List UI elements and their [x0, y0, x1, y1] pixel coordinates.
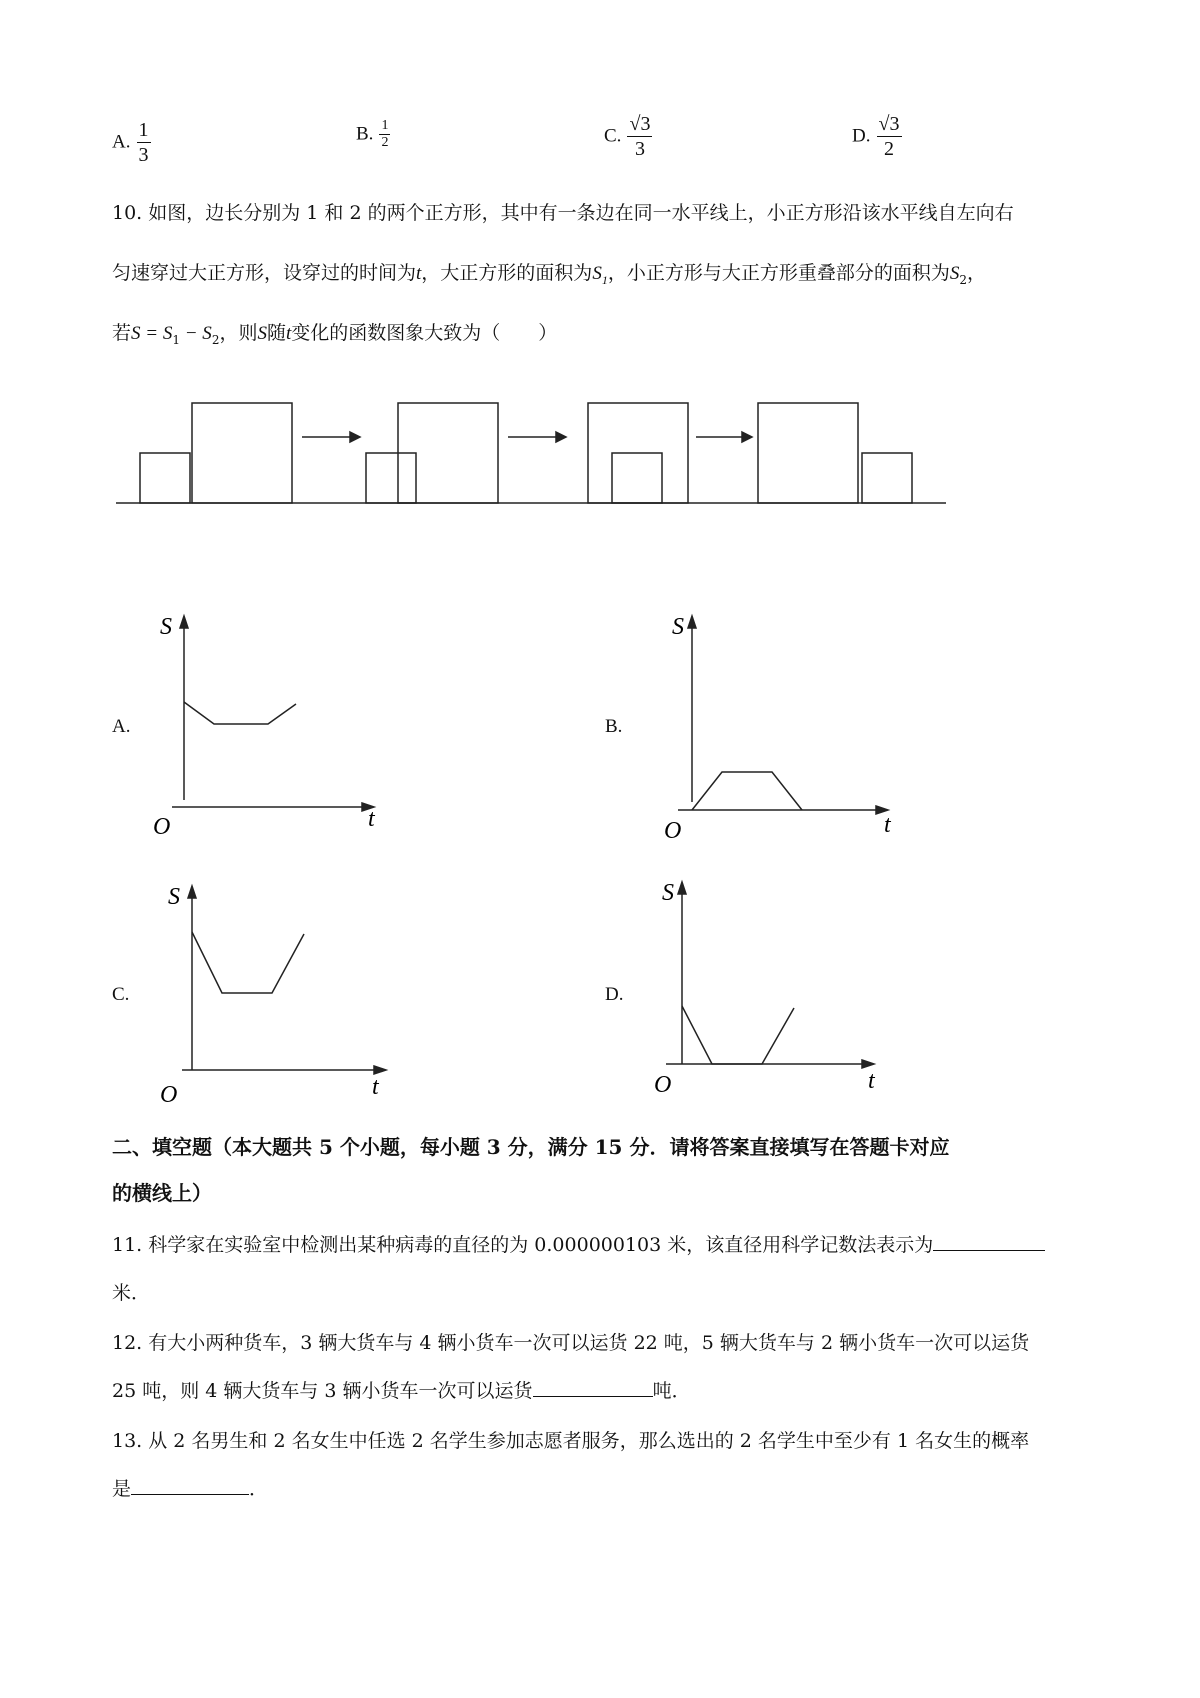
q13-line1: 13. 从 2 名男生和 2 名女生中任选 2 名学生参加志愿者服务，那么选出的 2 名学生中至少有 1 名女生的概率 — [112, 1430, 1030, 1452]
curve — [682, 1006, 794, 1064]
origin-label: O — [153, 814, 171, 840]
arrow-head — [556, 432, 566, 442]
q12-line2: 25 吨，则 4 辆大货车与 3 辆小货车一次可以运货 吨． — [112, 1380, 691, 1402]
q9-option-c — [604, 112, 652, 161]
graph-option-d-label: D. — [605, 984, 624, 1005]
curve — [692, 772, 802, 810]
section-heading: 二、填空题（本大题共 5 个小题，每小题 3 分，满分 15 分．请将答案直接填写在答题卡对应 — [112, 1135, 950, 1159]
axis-y-label: S — [168, 884, 180, 910]
q11-line2: 米． — [112, 1282, 151, 1304]
q10-line2: 匀速穿过大正方形，设穿过的时间为t，大正方形的面积为$S_1$，小正方形与大正方形重叠部分的面积为$S_2$， — [112, 262, 986, 287]
arrow-head — [350, 432, 360, 442]
answer-blank[interactable] — [533, 1378, 653, 1397]
small-square — [140, 453, 190, 503]
axis-x-label: t — [368, 806, 375, 832]
q13-line2: 是 ． — [112, 1478, 269, 1500]
option-label: B. — [356, 123, 374, 145]
section-heading-cont: 的横线上） — [112, 1181, 212, 1205]
y-axis-arrow — [188, 886, 196, 898]
squares-diagram — [110, 395, 950, 505]
fraction: $\frac{1}{2}$ — [381, 118, 389, 150]
y-axis-arrow — [678, 882, 686, 894]
fraction: $\frac{√3}{2}$ — [878, 113, 900, 160]
origin-label: O — [664, 818, 682, 844]
small-square — [862, 453, 912, 503]
y-axis-arrow — [688, 616, 696, 628]
small-square — [366, 453, 416, 503]
q9-option-a — [112, 118, 151, 167]
graph-option-c-label: C. — [112, 984, 130, 1005]
y-axis-arrow — [180, 616, 188, 628]
graph-option-a — [150, 610, 380, 840]
arrow-head — [742, 432, 752, 442]
graph-option-a-label: A. — [112, 716, 131, 737]
q12-line1: 12. 有大小两种货车，3 辆大货车与 4 辆小货车一次可以运货 22 吨，5 辆大货车与 2 辆小货车一次可以运货 — [112, 1332, 1030, 1354]
x-axis-arrow — [374, 1066, 386, 1074]
q10-line3: 若$S = S_1 - S_2$，则S随t变化的函数图象大致为（ ） — [112, 322, 558, 347]
axis-x-label: t — [372, 1074, 379, 1100]
option-label: C. — [604, 125, 622, 147]
origin-label: O — [160, 1082, 178, 1108]
option-label: A. — [112, 131, 131, 153]
graph-option-d — [652, 878, 912, 1108]
axis-y-label: S — [160, 614, 172, 640]
axis-x-label: t — [884, 812, 891, 838]
x-axis-arrow — [862, 1060, 874, 1068]
q11-line1: 11. 科学家在实验室中检测出某种病毒的直径的为 0.000000103 米，该直径用科学记数法表示为 — [112, 1232, 1045, 1258]
q9-option-b — [356, 118, 390, 151]
large-square — [192, 403, 292, 503]
q10-line1: 10. 如图，边长分别为 1 和 2 的两个正方形，其中有一条边在同一水平线上，小正方形沿该水平线自左向右 — [112, 202, 1014, 224]
curve — [192, 932, 304, 993]
answer-blank[interactable] — [131, 1476, 249, 1495]
graph-option-b-label: B. — [605, 716, 623, 737]
fraction: $\frac{√3}{3}$ — [629, 113, 651, 160]
axis-x-label: t — [868, 1068, 875, 1094]
axis-y-label: S — [662, 880, 674, 906]
graph-option-b — [656, 610, 916, 850]
curve — [184, 702, 296, 724]
small-square — [612, 453, 662, 503]
large-square — [758, 403, 858, 503]
axis-y-label: S — [672, 614, 684, 640]
fraction: $\frac{1}{3}$ — [138, 119, 149, 166]
graph-option-c — [152, 880, 402, 1110]
origin-label: O — [654, 1072, 672, 1098]
answer-blank[interactable] — [933, 1232, 1045, 1251]
q9-option-d — [852, 112, 902, 161]
option-label: D. — [852, 125, 871, 147]
